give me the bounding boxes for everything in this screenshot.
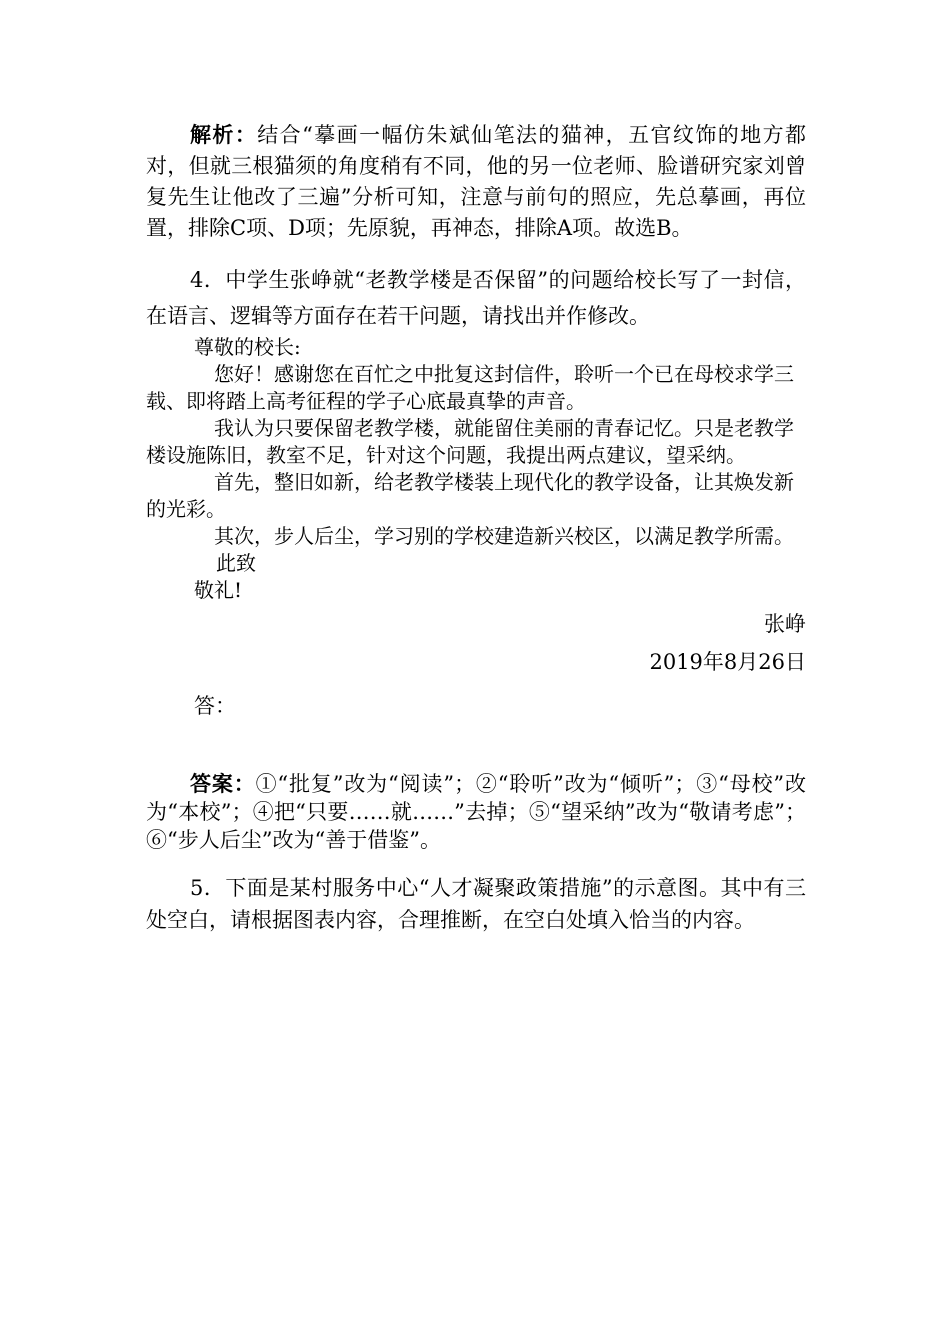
letter-signature: 张峥	[764, 612, 806, 636]
question-4-prompt: 4．中学生张峥就“老教学楼是否保留”的问题给校长写了一封信，在语言、逻辑等方面存在若干问题，请找出并作修改。	[146, 268, 806, 328]
letter-paragraph-1: 您好！感谢您在百忙之中批复这封信件，聆听一个已在母校求学三载、即将踏上高考征程的学子心底最真挚的声音。	[146, 362, 794, 413]
answer-colon: ：	[233, 771, 256, 796]
document-page	[146, 120, 806, 936]
letter-paragraph-2: 我认为只要保留老教学楼，就能留住美丽的青春记忆。只是老教学楼设施陈旧，教室不足，针对这个问题，我提出两点建议，望采纳。	[146, 416, 794, 467]
analysis-paragraph	[146, 120, 806, 244]
letter-closing: 此致	[216, 551, 256, 575]
letter-salutation: 尊敬的校长:	[194, 335, 301, 359]
analysis-label: 解析	[190, 122, 235, 147]
analysis-text: 结合“摹画一幅仿朱斌仙笔法的猫神，五官纹饰的地方都对，但就三根猫须的角度稍有不同，他的另一位老师、脸谱研究家刘曾复先生让他改了三遍”分析可知，注意与前句的照应，先总摹画，再位置，排除C项、D项；先原貌，再神态，排除A项。故选B。	[146, 123, 807, 240]
answer-prompt: 答：	[194, 694, 236, 718]
letter-date: 2019年8月26日	[649, 650, 806, 674]
letter-paragraph-3: 首先，整旧如新，给老教学楼装上现代化的教学设备，让其焕发新的光彩。	[146, 470, 794, 521]
answer-text: ①“批复”改为“阅读”；②“聆听”改为“倾听”；③“母校”改为“本校”；④把“只要……就……”去掉；⑤“望采纳”改为“敬请考虑”；⑥“步人后尘”改为“善于借鉴”。	[146, 772, 807, 852]
answer-label: 答案	[190, 771, 234, 796]
question-5-prompt: 5．下面是某村服务中心“人才凝聚政策措施”的示意图。其中有三处空白，请根据图表内容，合理推断，在空白处填入恰当的内容。	[146, 876, 806, 932]
analysis-colon: ：	[234, 122, 258, 147]
answer-paragraph	[146, 770, 806, 854]
letter-regards: 敬礼!	[194, 578, 243, 602]
letter-paragraph-4: 其次，步人后尘，学习别的学校建造新兴校区，以满足教学所需。	[214, 524, 794, 548]
